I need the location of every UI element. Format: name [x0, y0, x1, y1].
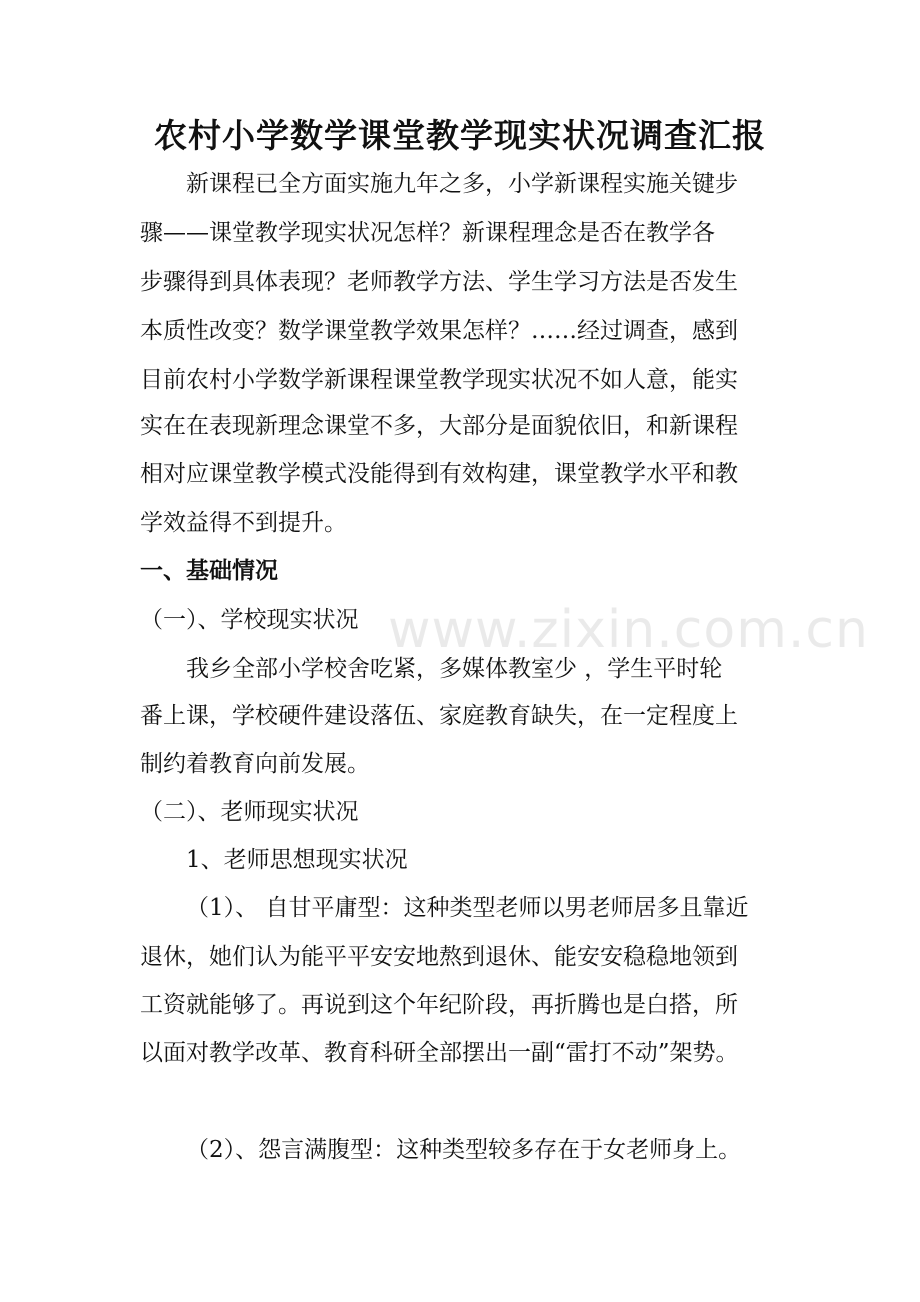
paragraph-line: 实在在表现新理念课堂不多，大部分是面貌依旧，和新课程 — [140, 413, 738, 439]
paragraph-line: 退休，她们认为能平平安安地熬到退休、能安安稳稳地领到 — [140, 944, 738, 970]
paragraph-line: 以面对教学改革、教育科研全部摆出一副“雷打不动”架势。 — [140, 1040, 739, 1066]
section-heading: 一、基础情况 — [140, 557, 278, 584]
paragraph-line: 制约着教育向前发展。 — [140, 751, 370, 777]
paragraph-line: 骤——课堂教学现实状况怎样？新课程理念是否在教学各 — [140, 220, 715, 246]
paragraph-line: 工资就能够了。再说到这个年纪阶段，再折腾也是白搭，所 — [140, 992, 738, 1018]
paragraph-line: 学效益得不到提升。 — [140, 510, 347, 536]
site-watermark: www.zixin.com.cn — [388, 600, 869, 660]
paragraph-line: （1）、 自甘平庸型：这种类型老师以男老师居多且靠近 — [186, 895, 749, 921]
paragraph-line: 我乡全部小学校舍吃紧，多媒体教室少 ，学生平时轮 — [186, 656, 723, 682]
document-title: 农村小学数学课堂教学现实状况调查汇报 — [154, 116, 766, 155]
subsection-heading: （一）、学校现实状况 — [140, 607, 359, 633]
paragraph-line: 番上课，学校硬件建设落伍、家庭教育缺失，在一定程度上 — [140, 703, 738, 729]
subsection-heading: （二）、老师现实状况 — [140, 799, 359, 825]
paragraph-line: 本质性改变？数学课堂教学效果怎样？……经过调查，感到 — [140, 318, 738, 344]
paragraph-line: 目前农村小学数学新课程课堂教学现实状况不如人意，能实 — [140, 367, 738, 393]
item-heading: 1、老师思想现实状况 — [186, 847, 408, 873]
paragraph-line: 步骤得到具体表现？老师教学方法、学生学习方法是否发生 — [140, 269, 738, 295]
paragraph-line: 新课程已全方面实施九年之多，小学新课程实施关键步 — [186, 171, 738, 197]
paragraph-line: 相对应课堂教学模式没能得到有效构建，课堂教学水平和教 — [140, 461, 738, 487]
paragraph-line: （2）、怨言满腹型：这种类型较多存在于女老师身上。 — [186, 1137, 742, 1163]
